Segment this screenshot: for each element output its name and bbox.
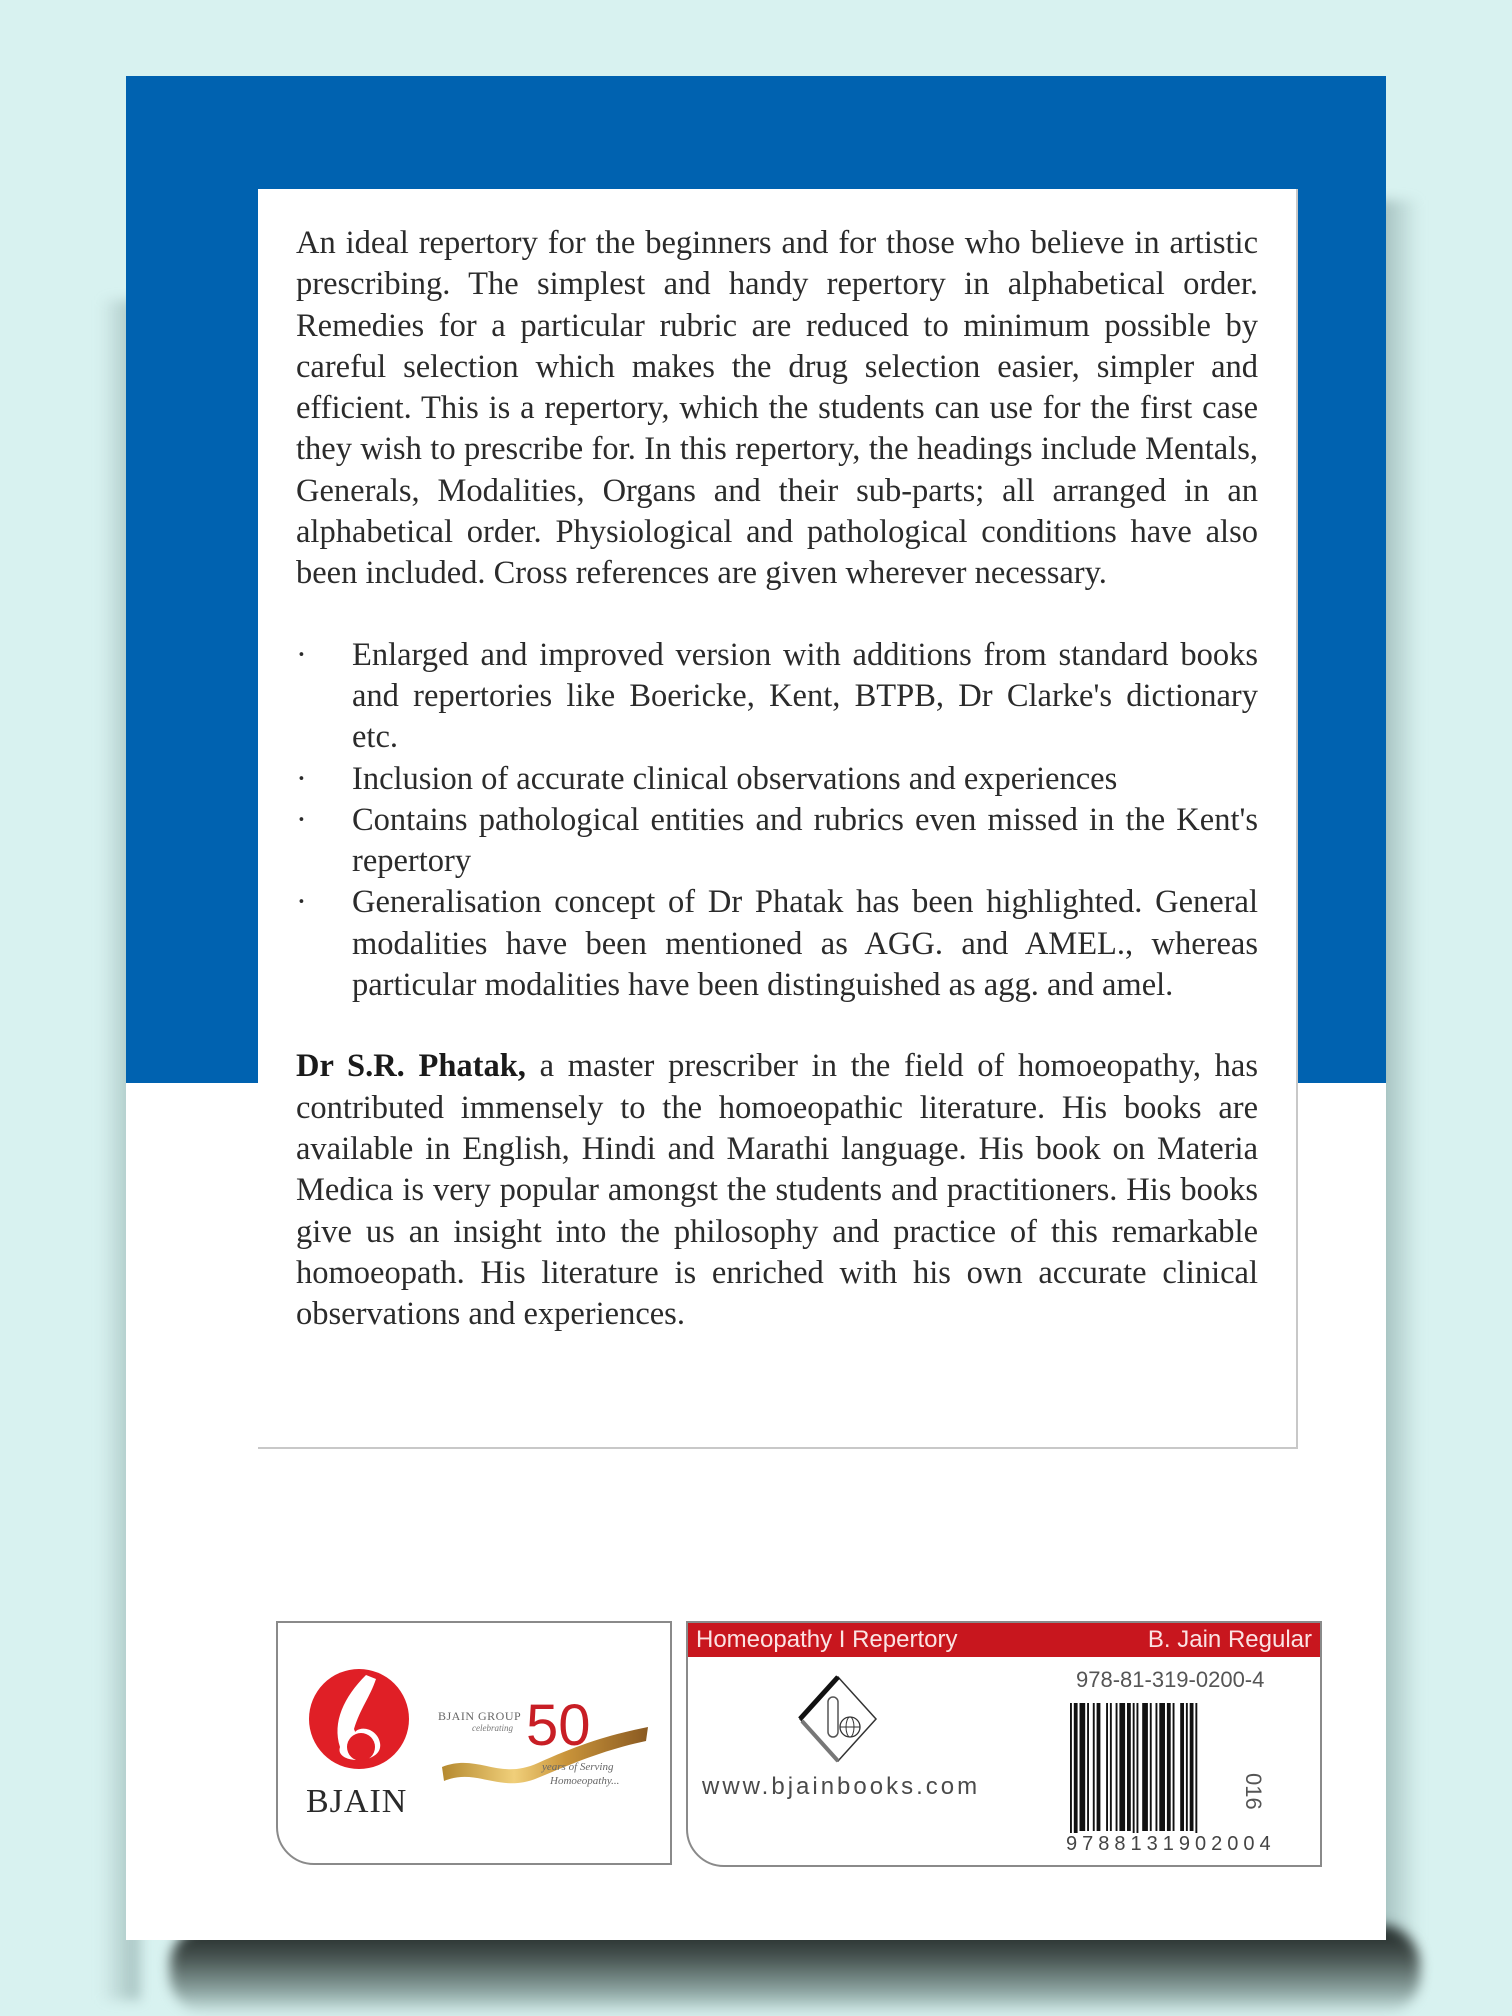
book-back-cover — [126, 76, 1386, 1940]
isbn-box — [686, 1621, 1322, 1867]
author-bio: a master prescriber in the field of homoeopathy, has contributed immensely to the homoeopathic literature. His books are available in English, Hindi and Marathi language. His book on Materia Medica is very popular amongst the students and practitioners. His books give us an insight into the philosophy and practice of this remarkable homoeopath. His literature is enriched with his own accurate clinical observations and experiences. — [296, 1048, 1258, 1333]
barcode-bar — [1190, 1703, 1194, 1831]
barcode-bar — [1180, 1703, 1184, 1831]
barcode-bar — [1087, 1703, 1089, 1831]
bullet-icon: · — [296, 801, 307, 838]
feature-item — [296, 882, 1258, 1006]
feature-list — [296, 635, 1258, 1007]
feature-text: Contains pathological entities and rubrics even missed in the Kent's repertory — [352, 801, 1258, 880]
barcode-bar — [1127, 1703, 1131, 1831]
price-code: 016 — [1241, 1773, 1266, 1810]
category-label: Homeopathy I Repertory — [696, 1626, 958, 1653]
author-paragraph — [296, 1046, 1258, 1335]
bullet-icon: · — [296, 760, 307, 797]
isbn-number: 978-81-319-0200-4 — [1076, 1667, 1265, 1692]
barcode-bar — [1167, 1703, 1171, 1831]
barcode-bar — [1173, 1703, 1175, 1831]
barcode-bar — [1080, 1703, 1086, 1831]
feature-text: Generalisation concept of Dr Phatak has been highlighted. General modalities have been mentioned as AGG. and AMEL., whereas particular modalities have been distinguished as agg. and amel. — [352, 884, 1258, 1004]
barcode-bar — [1074, 1703, 1078, 1847]
barcode-bar — [1106, 1703, 1108, 1831]
barcode-bar — [1097, 1703, 1101, 1831]
anniversary-logo — [438, 1693, 654, 1801]
author-name: Dr S.R. Phatak, — [296, 1048, 526, 1085]
publisher-logo-box — [276, 1621, 672, 1865]
publisher-website-link[interactable]: www.bjainbooks.com — [702, 1773, 981, 1800]
barcode-bar — [1119, 1703, 1125, 1831]
publisher-book-globe-icon — [798, 1675, 878, 1771]
anniversary-number: 50 — [526, 1693, 591, 1758]
barcode-bar — [1186, 1703, 1188, 1831]
bjain-logo-icon — [304, 1667, 414, 1777]
anniversary-group: BJAIN GROUP — [438, 1709, 522, 1723]
barcode-bar — [1195, 1703, 1197, 1847]
bjain-wordmark: BJAIN — [306, 1783, 408, 1820]
series-label: B. Jain Regular — [1147, 1626, 1312, 1653]
barcode-bar — [1150, 1703, 1152, 1831]
barcode-bar — [1137, 1703, 1139, 1847]
barcode-bar — [1133, 1703, 1135, 1847]
feature-item — [296, 759, 1258, 800]
barcode-bar — [1142, 1703, 1148, 1831]
blurb-panel — [258, 189, 1298, 1449]
category-bar — [688, 1623, 1320, 1657]
feature-text: Inclusion of accurate clinical observations and experiences — [352, 760, 1118, 797]
anniversary-line2: Homoeopathy... — [550, 1775, 620, 1787]
barcode-bar — [1116, 1703, 1118, 1831]
barcode-digits: 9788131902004 — [1066, 1833, 1276, 1855]
feature-text: Enlarged and improved version with additions from standard books and repertories like Boericke, Kent, BTPB, Dr Clarke's dictionary etc. — [352, 636, 1258, 756]
feature-item — [296, 800, 1258, 883]
anniversary-celebrating: celebrating — [472, 1723, 513, 1733]
barcode-icon — [1068, 1703, 1258, 1847]
barcode-bar — [1070, 1703, 1072, 1847]
barcode-bar — [1159, 1703, 1165, 1831]
bullet-icon: · — [296, 636, 307, 673]
barcode-bar — [1093, 1703, 1095, 1831]
bullet-icon: · — [296, 884, 307, 921]
barcode-bar — [1156, 1703, 1158, 1831]
barcode-bar — [1110, 1703, 1112, 1831]
anniversary-line1: years of Serving — [542, 1761, 614, 1773]
description-paragraph: An ideal repertory for the beginners and for those who believe in artistic prescribing. The simplest and handy repertory in alphabetical order. Remedies for a particular rubric are reduced to minimum possible by careful selection which makes the drug selection easier, simpler and efficient. This is a repertory, which the students can use for the first case they wish to prescribe for. In this repertory, the headings include Mentals, Generals, Modalities, Organs and their sub-parts; all arranged in an alphabetical order. Physiological and pathological conditions have also been included. Cross references are given wherever necessary. — [296, 225, 1258, 592]
feature-item — [296, 635, 1258, 759]
